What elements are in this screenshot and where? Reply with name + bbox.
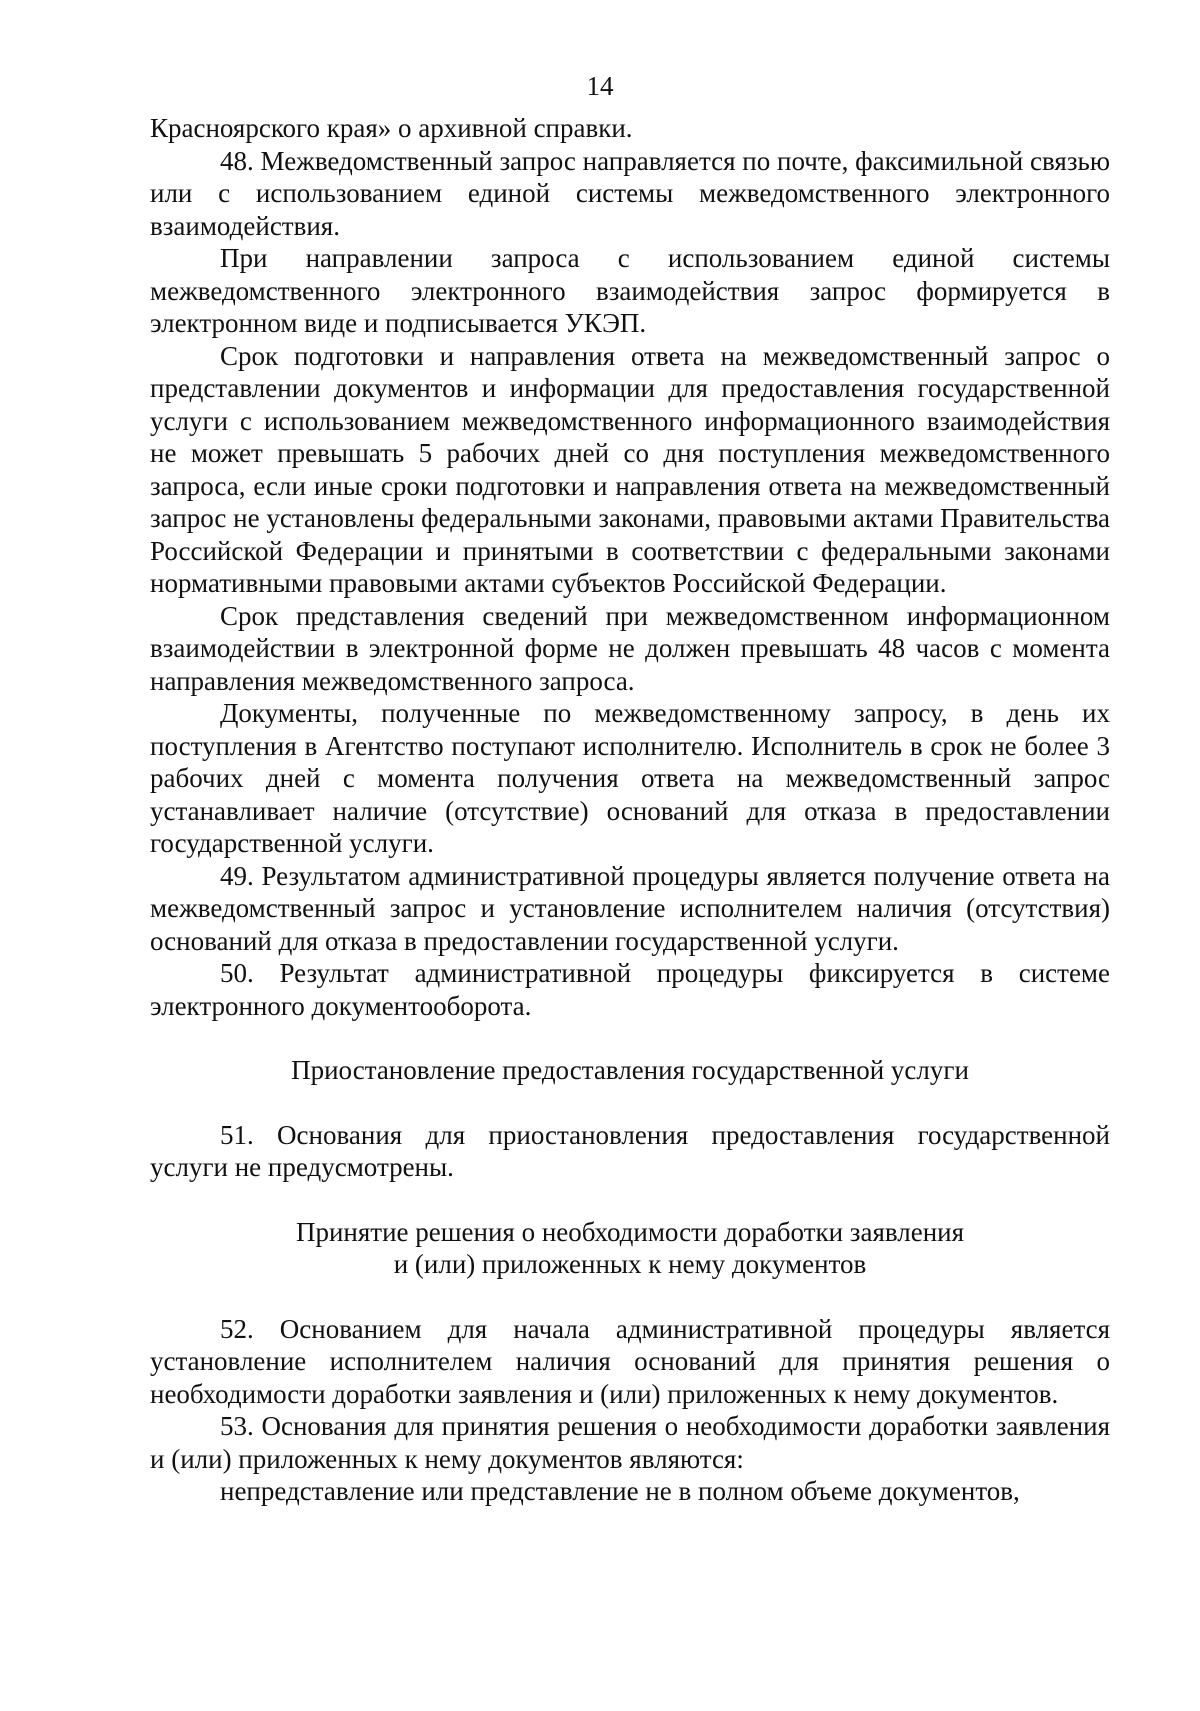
spacer (150, 1281, 1110, 1313)
paragraph-51: 51. Основания для приостановления предоставления государственной услуги не предусмотрены. (150, 1119, 1110, 1182)
paragraph-52: 52. Основанием для начала административной процедуры является установление исполнителем наличия оснований для принятия решения о необходимости доработки заявления и (или) приложенных к нему документов. (150, 1313, 1110, 1409)
paragraph-50: 50. Результат административной процедуры фиксируется в системе электронного документооборота. (150, 958, 1110, 1021)
paragraph-response-deadline: Срок подготовки и направления ответа на межведомственный запрос о представлении документов и информации для предоставления государственной услуги с использованием межведомственного информационного взаимодействия не может превышать 5 рабочих дней со дня поступления межведомственного запроса, если иные сроки подготовки и направления ответа на межведомственный запрос не установлены федеральными законами, правовыми актами Правительства Российской Федерации и принятыми в соответствии с федеральными законами нормативными правовыми актами субъектов Российской Федерации. (150, 340, 1110, 598)
spacer (150, 1184, 1110, 1216)
paragraph-53-item: непредставление или представление не в полном объеме документов, (220, 1476, 1020, 1506)
section-heading-suspension: Приостановление предоставления государственной услуги (291, 1055, 969, 1085)
paragraph-53: 53. Основания для принятия решения о необходимости доработки заявления и (или) приложенных к нему документов являются: (150, 1411, 1110, 1474)
paragraph-request-formation: При направлении запроса с использованием единой системы межведомственного электронного взаимодействия запрос формируется в электронном виде и подписывается УКЭП. (150, 243, 1110, 338)
paragraph-received-documents: Документы, полученные по межведомственному запросу, в день их поступления в Агентство поступают исполнителю. Исполнитель в срок не более 3 рабочих дней с момента получения ответа на межведомственный запрос устанавливает наличие (отсутствие) оснований для отказа в предоставлении государственной услуги. (150, 698, 1110, 858)
section-heading-revision-line1: Принятие решения о необходимости доработки заявления (295, 1216, 965, 1247)
paragraph-49: 49. Результатом административной процедуры является получение ответа на межведомственный запрос и установление исполнителем наличия (отсутствия) оснований для отказа в предоставлении государственной услуги. (150, 860, 1110, 956)
spacer (150, 1087, 1110, 1119)
document-body (150, 112, 1110, 1508)
paragraph-continuation: Красноярского края» о архивной справки. (150, 113, 633, 143)
section-heading-revision-line2: и (или) приложенных к нему документов (393, 1249, 867, 1279)
spacer (150, 1022, 1110, 1054)
paragraph-electronic-deadline: Срок представления сведений при межведомственном информационном взаимодействии в электронной форме не должен превышать 48 часов с момента направления межведомственного запроса. (150, 600, 1110, 696)
page-number: 14 (586, 71, 614, 101)
paragraph-48: 48. Межведомственный запрос направляется по почте, факсимильной связью или с использованием единой системы межведомственного электронного взаимодействия. (150, 145, 1110, 241)
